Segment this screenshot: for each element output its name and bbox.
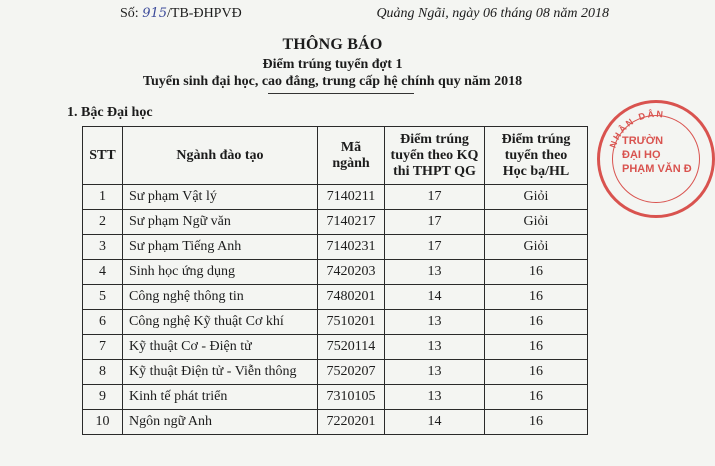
cell-score-transcript: 16 [485,385,588,410]
cell-score-transcript: Giỏi [485,235,588,260]
seal-line-3: PHẠM VĂN Đ [622,163,692,175]
seal-line-1: TRƯỜN [622,135,664,147]
cell-score-exam: 13 [385,335,485,360]
cell-score-exam: 13 [385,360,485,385]
cell-score-exam: 13 [385,260,485,285]
cell-score-transcript: 16 [485,310,588,335]
admission-scores-table [82,126,588,435]
seal-line-2: ĐẠI HỌ [622,149,661,161]
header-code-line: ngành [332,155,370,171]
cell-stt: 10 [83,410,123,435]
cell-stt: 9 [83,385,123,410]
cell-score-transcript: 16 [485,260,588,285]
header-code [318,127,385,185]
header-score-exam [385,127,485,185]
cell-major: Ngôn ngữ Anh [123,410,318,435]
cell-score-exam: 17 [385,210,485,235]
cell-score-exam: 14 [385,410,485,435]
cell-major: Sư phạm Ngữ văn [123,210,318,235]
table-row [83,410,588,435]
header-score-exam-line: thi THPT QG [393,163,476,179]
table-row [83,285,588,310]
table-row [83,310,588,335]
cell-major: Sư phạm Tiếng Anh [123,235,318,260]
cell-score-exam: 14 [385,285,485,310]
cell-stt: 7 [83,335,123,360]
table-row [83,210,588,235]
header-stt: STT [83,127,123,185]
header-score-exam-line: tuyển theo KQ [390,147,479,163]
cell-stt: 1 [83,185,123,210]
cell-score-exam: 13 [385,385,485,410]
section-heading: 1. Bậc Đại học [67,105,153,120]
table-row [83,185,588,210]
document-meta [120,6,609,26]
cell-code: 7140231 [318,235,385,260]
cell-score-exam: 17 [385,185,485,210]
cell-stt: 5 [83,285,123,310]
header-score-transcript-line: Điểm trúng [501,131,571,147]
document-number [120,6,242,22]
header-score-transcript-line: tuyển theo [504,147,568,163]
cell-stt: 8 [83,360,123,385]
header-score-transcript [485,127,588,185]
seal-outer-text: NHÂN DÂN [607,108,666,150]
official-seal [597,100,715,218]
cell-score-transcript: 16 [485,360,588,385]
cell-major: Công nghệ Kỹ thuật Cơ khí [123,310,318,335]
cell-code: 7510201 [318,310,385,335]
cell-major: Kinh tế phát triển [123,385,318,410]
cell-stt: 2 [83,210,123,235]
title-underline [268,93,414,94]
place-date: Quảng Ngãi, ngày 06 tháng 08 năm 2018 [376,6,609,21]
cell-score-transcript: 16 [485,335,588,360]
header-major: Ngành đào tạo [123,127,318,185]
cell-code: 7220201 [318,410,385,435]
cell-score-exam: 17 [385,235,485,260]
notice-subtitle-1: Điểm trúng tuyển đợt 1 [262,57,403,72]
table-row [83,235,588,260]
cell-code: 7520114 [318,335,385,360]
cell-major: Kỹ thuật Điện tử - Viễn thông [123,360,318,385]
cell-major: Kỹ thuật Cơ - Điện tử [123,335,318,360]
cell-code: 7420203 [318,260,385,285]
cell-major: Sinh học ứng dụng [123,260,318,285]
table-row [83,335,588,360]
doc-number-suffix: /TB-ĐHPVĐ [167,6,242,21]
table-header-row [83,127,588,185]
header-score-exam-line: Điểm trúng [400,131,469,147]
cell-score-exam: 13 [385,310,485,335]
cell-code: 7310105 [318,385,385,410]
doc-number-prefix: Số: [120,6,139,21]
notice-subtitle-2: Tuyển sinh đại học, cao đẳng, trung cấp hệ chính quy năm 2018 [142,74,523,89]
table-row [83,260,588,285]
cell-stt: 3 [83,235,123,260]
cell-major: Sư phạm Vật lý [123,185,318,210]
table-row [83,385,588,410]
cell-major: Công nghệ thông tin [123,285,318,310]
cell-stt: 4 [83,260,123,285]
cell-score-transcript: Giỏi [485,210,588,235]
cell-score-transcript: Giỏi [485,185,588,210]
cell-code: 7520207 [318,360,385,385]
header-code-line: Mã [340,139,362,155]
header-score-transcript-line: Học bạ/HL [502,163,570,179]
cell-code: 7140211 [318,185,385,210]
cell-code: 7480201 [318,285,385,310]
table-row [83,360,588,385]
cell-stt: 6 [83,310,123,335]
doc-number-handwritten: 915 [142,6,168,21]
cell-score-transcript: 16 [485,285,588,310]
cell-score-transcript: 16 [485,410,588,435]
notice-title: THÔNG BÁO [282,36,383,53]
cell-code: 7140217 [318,210,385,235]
